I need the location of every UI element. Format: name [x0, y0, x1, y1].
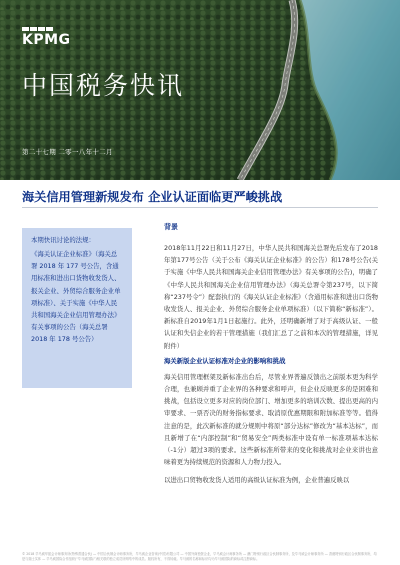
regulation-sidebar — [22, 228, 132, 388]
kpmg-logo-marks — [22, 27, 53, 31]
publication-title: 中国税务快讯 — [22, 71, 185, 100]
hero-banner — [0, 0, 400, 180]
main-column — [164, 222, 378, 487]
section-subheading: 海关新版企业认证标准对企业的影响和挑战 — [164, 356, 286, 365]
sidebar-body: 《海关认证企业标准》（海关总署 2018 年 177 号公告，含通用标准和进出口货物收发货人、报关企业、外贸综合服务企业单项标准）、关于实施《中华人民共和国海关企业信用管理办法》有关事项的公告（海关总署 2018 年 178 号公告） — [31, 250, 121, 344]
paragraph: 2018年11月22日和11月27日，中华人民共和国海关总署先后发布了2018年第177号公告（关于公布《海关认证企业标准》的公告）和178号公告(关于实施《中华人民共和国海关企业信用管理办法》有关事项的公告)，明确了《中华人民共和国海关企业信用管理办法》（海关总署令第237号，以下简称“237号令”）配套执行的《海关认证企业标准》（含通用标准和进出口货物收发货人、报关企业、外贸综合服务企业单项标准）（以下简称“新标准”）。新标准自2019年1月1日起施行。此外，还明确新增了对于高级认证、一般认证和失信企业的若干管理措施（我们汇总了之前和本次的管理措施，详见附件） — [164, 244, 378, 350]
headline-divider — [22, 207, 378, 208]
paragraph: 海关信用管理框架及新标准出台后，尽管业界普遍反馈出之前版本更为科学合理，也兼顾并重了企业界的各种要求和呼声，但企业反映更多的是困难和挑战，包括设立更多对应的岗位部门、增加更多的培训次数、提出更高的内审要求、一票否决的财务指标要求、取消原优惠期限和附加标准等等。值得注意的是，此次新标准的就分规则中将原“部分达标”修改为“基本达标”，而且新增了在“内部控制”和“贸易安全”两类标准中设有单一标准项基本达标（-1分）超过3项的要求。这些新标准所带来的变化和挑战对企业来讲也意味着更为持续规范的资源和人力物力投入。 — [164, 372, 378, 467]
issue-date: 第二十七期 二零一八年十二月 — [22, 148, 113, 156]
sidebar-heading: 本期快讯讨论的法规： — [31, 236, 95, 244]
paragraph: 以进出口贸物收发货人适用的高级认证标准为例，企业普遍反映以 — [164, 476, 350, 485]
kpmg-logo: KPMG — [22, 32, 71, 48]
section-label-background: 背景 — [164, 223, 178, 231]
copyright-footer: © 2018 毕马威华振会计师事务所(特殊普通合伙) — 中国合伙制会计师事务所，毕马威企业咨询(中国)有限公司 — 中国外商独资企业，毕马威会计师事务所 — 澳门特别行政区合伙制事务所，及毕马威会计师事务所 — 香港特别行政区合伙制事务所，均是与瑞士实体 — 毕马威国际合作组织(“毕马威国际”)相关联的独立成员所网络中的成员。版权所有，不得转载。毕马威的名称和标识均为毕马威国际的商标或注册商标。 — [22, 552, 377, 561]
article-headline: 海关信用管理新规发布 企业认证面临更严峻挑战 — [22, 190, 283, 204]
